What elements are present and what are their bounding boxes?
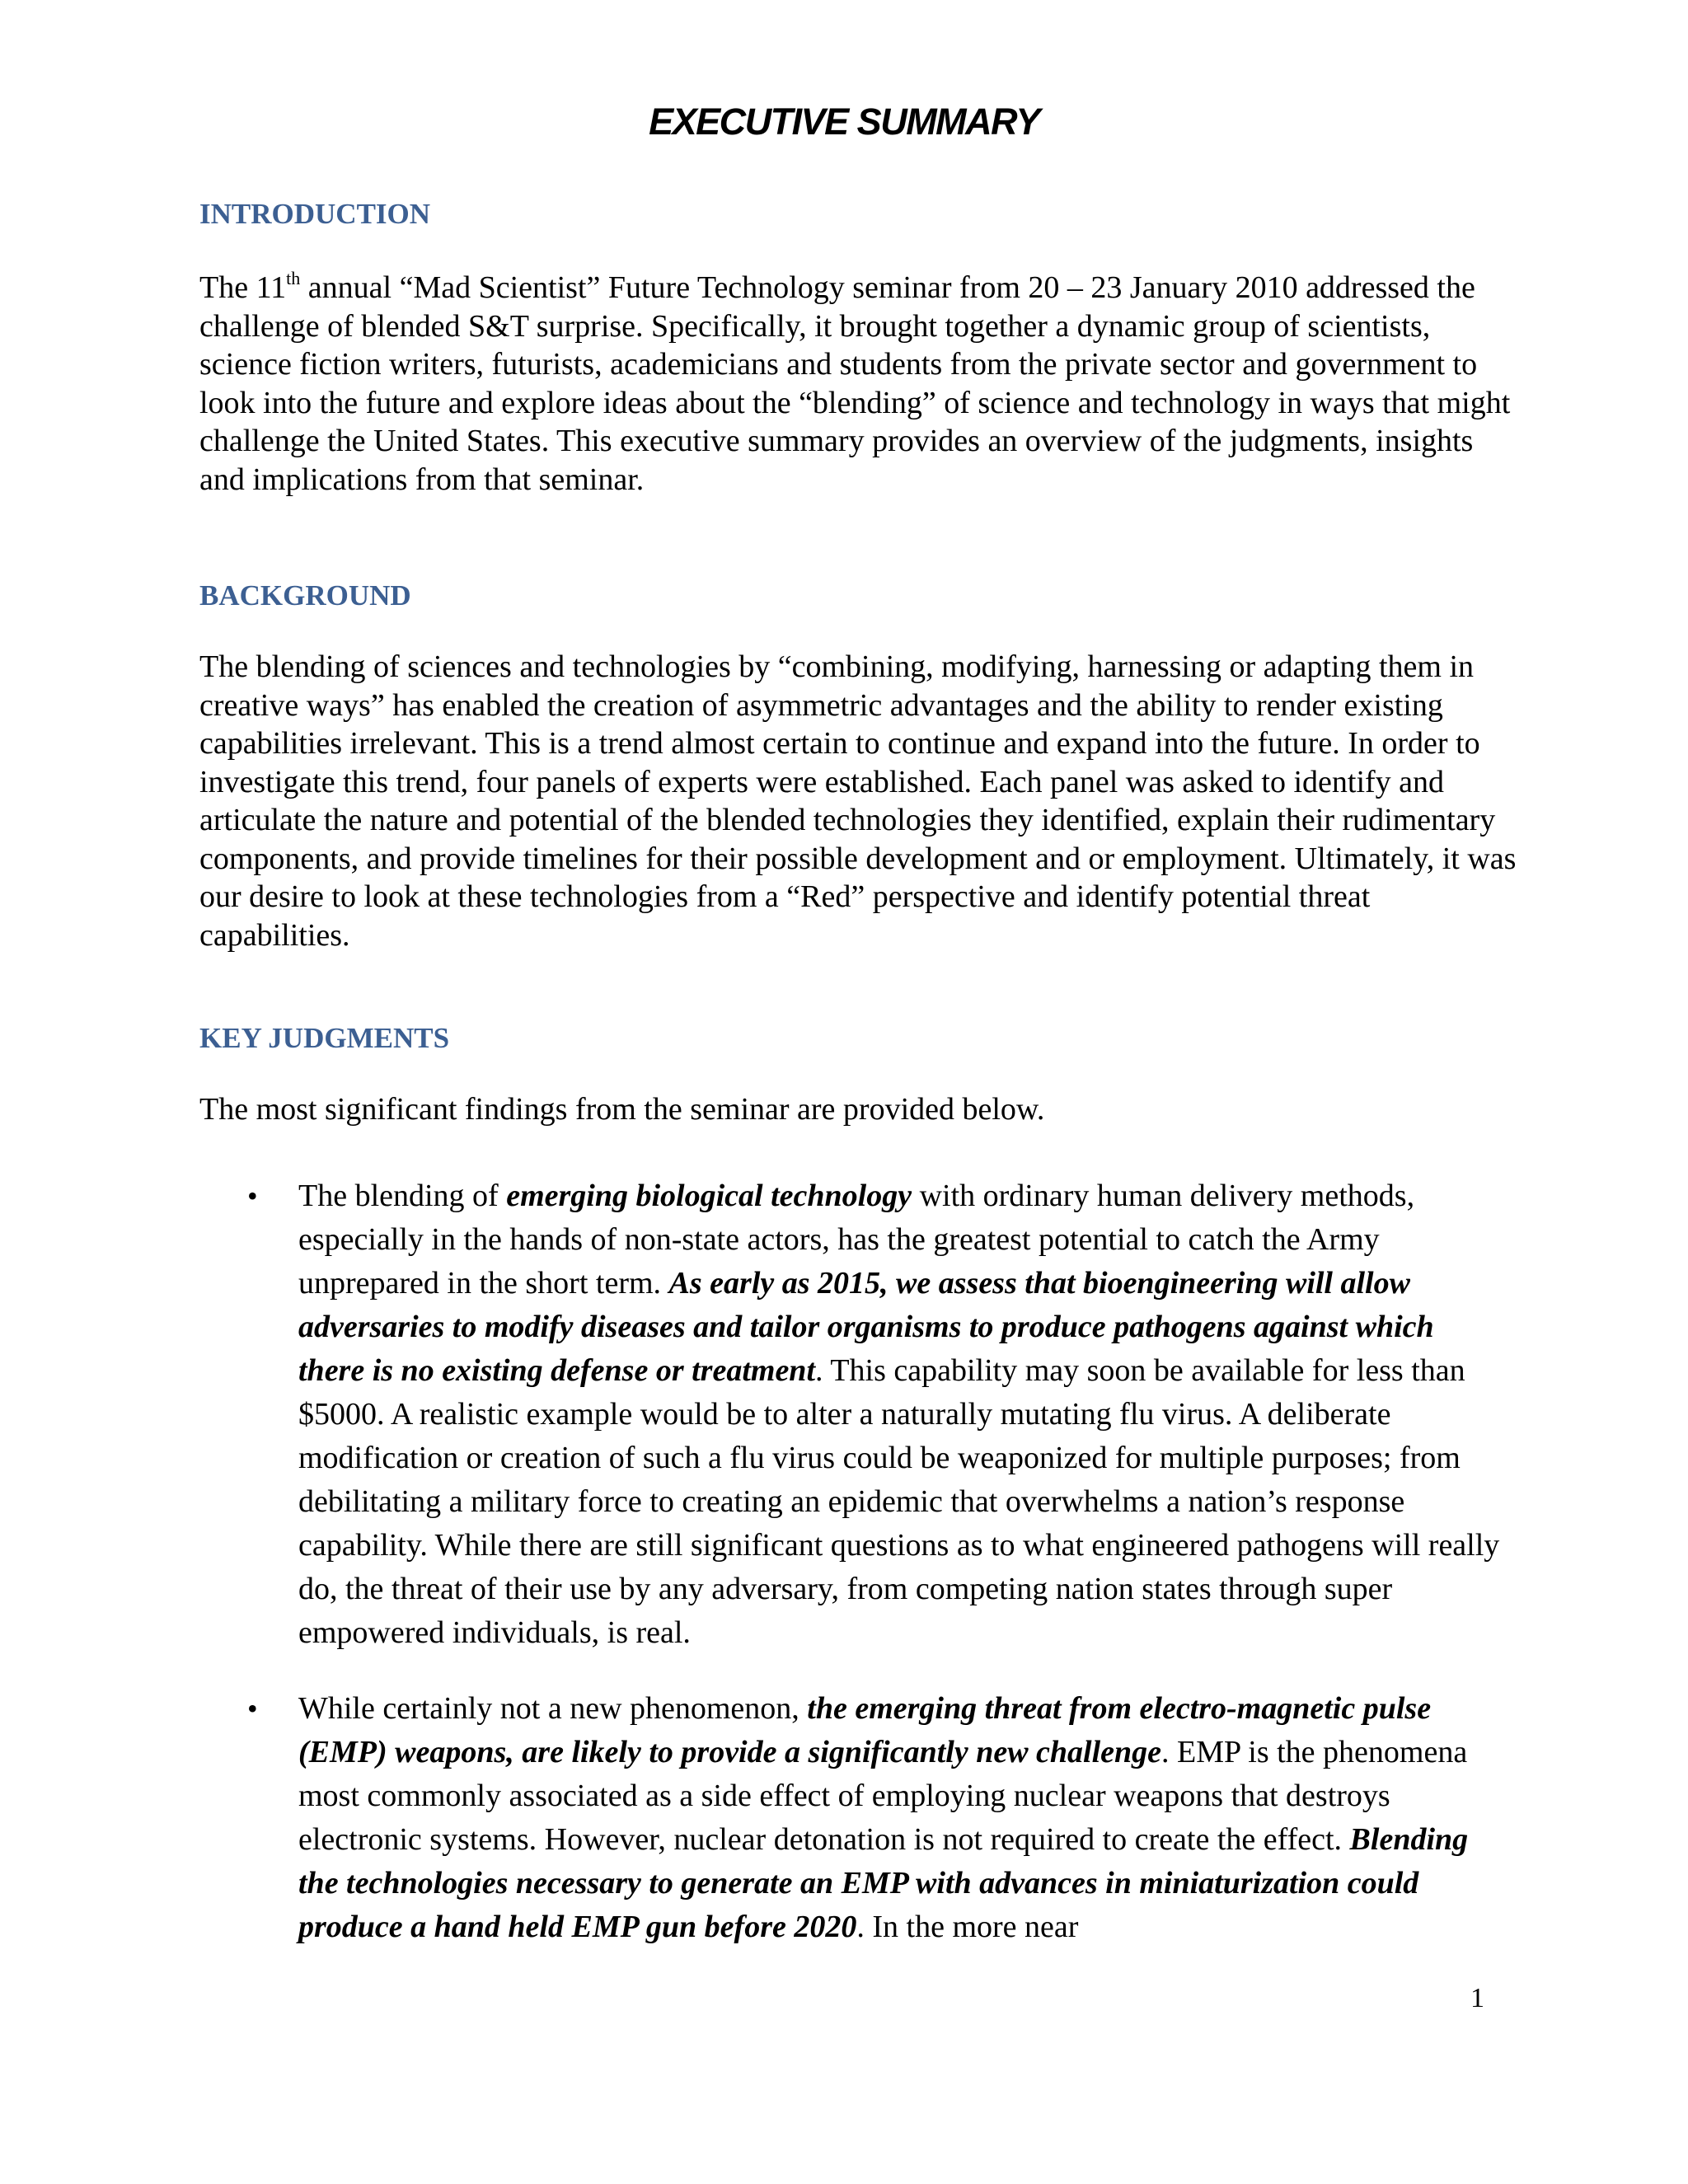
- key-judgments-intro: The most significant findings from the seminar are provided below.: [199, 1092, 1045, 1127]
- bullet-1-text-a: The blending of: [298, 1179, 507, 1213]
- bullet-1-text-c: with ordinary human delivery methods, especially in the hands of non-state actors, has the greatest potential to catch the Army unprepared in the short term.: [298, 1179, 1415, 1301]
- section-heading-introduction: INTRODUCTION: [199, 198, 431, 230]
- bullet-1-emphasis-d: As early as 2015, we assess that bioengineering will allow adversaries to modify diseases and tailor organisms to produce pathogens against which there is no existing defense or treatment: [298, 1266, 1434, 1388]
- page-number: 1: [1470, 1983, 1484, 2013]
- bullet-1-text-e: . This capability may soon be available for less than $5000. A realistic example would be to alter a naturally mutating flu virus. A deliberate modification or creation of such a flu virus could be weaponized for multiple purposes; from debilitating a military force to creating an epidemic that overwhelms a nation’s response capability. While there are still significant questions as to what engineered pathogens will really do, the threat of their use by any adversary, from competing nation states through super empowered individuals, is real.: [298, 1353, 1500, 1650]
- introduction-text-rest: annual “Mad Scientist” Future Technology seminar from 20 – 23 January 2010 addressed the challenge of blended S&T surprise. Specifically, it brought together a dynamic group of scientists, science fiction writers, futurists, academicians and students from the private sector and government to look into the future and explore ideas about the “blending” of science and technology in ways that might challenge the United States. This executive summary provides an overview of the judgments, insights and implications from that seminar.: [199, 270, 1511, 497]
- bullet-marker: •: [247, 1692, 258, 1725]
- bullet-marker: •: [247, 1179, 258, 1212]
- background-paragraph: The blending of sciences and technologies by “combining, modifying, harnessing or adapting them in creative ways” has enabled the creation of asymmetric advantages and the ability to render existing capabilities irrelevant. This is a trend almost certain to continue and expand into the future. In order to investigate this trend, four panels of experts were established. Each panel was asked to identify and articulate the nature and potential of the blended technologies they identified, explain their rudimentary components, and provide timelines for their possible development and or employment. Ultimately, it was our desire to look at these technologies from a “Red” perspective and identify potential threat capabilities.: [199, 649, 1517, 953]
- section-heading-background: BACKGROUND: [199, 579, 411, 612]
- section-heading-key-judgments: KEY JUDGMENTS: [199, 1022, 450, 1054]
- ordinal-superscript: th: [286, 268, 301, 288]
- introduction-text-start: The 11: [199, 270, 287, 305]
- page-title: EXECUTIVE SUMMARY: [649, 101, 1039, 143]
- bullet-2-text-e: . In the more near: [856, 1910, 1079, 1944]
- bullet-2-emphasis-d: Blending the technologies necessary to generate an EMP with advances in miniaturization could produce a hand held EMP gun before 2020: [298, 1822, 1469, 1944]
- bullet-2-text-c: . EMP is the phenomena most commonly associated as a side effect of employing nuclear weapons that destroys electronic systems. However, nuclear detonation is not required to create the effect.: [298, 1735, 1468, 1857]
- key-judgment-bullet-1: [298, 1174, 1502, 1655]
- bullet-2-emphasis-b: the emerging threat from electro-magnetic pulse (EMP) weapons, are likely to provide a significantly new challenge: [298, 1691, 1432, 1769]
- bullet-2-text-a: While certainly not a new phenomenon,: [298, 1691, 808, 1726]
- key-judgment-bullet-2: [298, 1687, 1502, 1949]
- bullet-1-emphasis-b: emerging biological technology: [506, 1179, 912, 1213]
- introduction-paragraph: [199, 269, 1518, 499]
